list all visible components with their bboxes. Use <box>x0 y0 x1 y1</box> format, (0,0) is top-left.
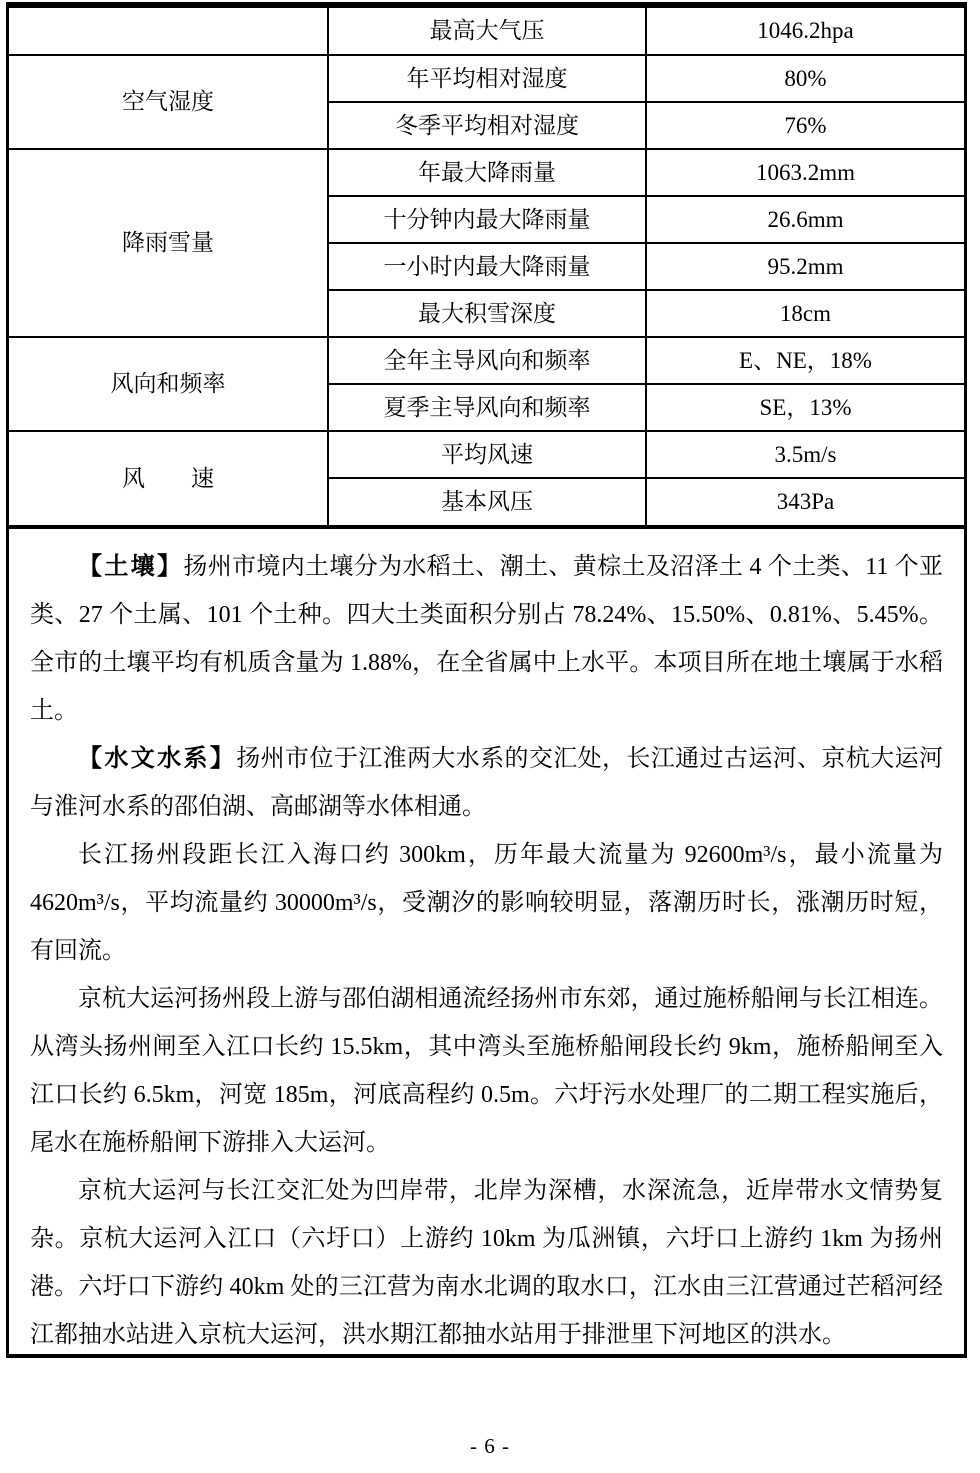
value-cell: E、NE，18% <box>646 337 964 384</box>
param-cell: 夏季主导风向和频率 <box>328 384 646 431</box>
group-label-cell: 风向和频率 <box>9 337 328 431</box>
param-cell: 十分钟内最大降雨量 <box>328 196 646 243</box>
paragraph-yangtze <box>30 831 943 975</box>
param-cell: 基本风压 <box>328 478 646 525</box>
paragraph-text: 长江扬州段距长江入海口约 300km，历年最大流量为 92600m³/s，最小流量为 4620m³/s，平均流量约 30000m³/s，受潮汐的影响较明显，落潮历时长，涨潮历时短，有回流。 <box>30 842 943 964</box>
value-cell: 1046.2hpa <box>646 8 964 55</box>
value-cell: 80% <box>646 55 964 102</box>
param-cell: 最高大气压 <box>328 8 646 55</box>
paragraph-text: 扬州市境内土壤分为水稻土、潮土、黄棕土及沼泽土 4 个土类、11 个亚类、27 个土属、101 个土种。四大土类面积分别占 78.24%、15.50%、0.81%、5.45%。全市的土壤平均有机质含量为 1.88%，在全省属中上水平。本项目所在地土壤属于水稻土。 <box>30 554 943 724</box>
value-cell: 343Pa <box>646 478 964 525</box>
group-label-cell: 降雨雪量 <box>9 149 328 337</box>
param-cell: 一小时内最大降雨量 <box>328 243 646 290</box>
value-cell: 26.6mm <box>646 196 964 243</box>
group-label-cell: 风 速 <box>9 431 328 525</box>
param-cell: 平均风速 <box>328 431 646 478</box>
climate-table <box>9 8 964 525</box>
body-text <box>9 529 964 1359</box>
paragraph-canal <box>30 975 943 1167</box>
paragraph-text: 京杭大运河扬州段上游与邵伯湖相通流经扬州市东郊，通过施桥船闸与长江相连。从湾头扬州闸至入江口长约 15.5km，其中湾头至施桥船闸段长约 9km，施桥船闸至入江口长约 6.5km，河宽 185m，河底高程约 0.5m。六圩污水处理厂的二期工程实施后，尾水在施桥船闸下游排入大运河。 <box>30 986 943 1156</box>
group-label-cell <box>9 8 328 55</box>
param-cell: 全年主导风向和频率 <box>328 337 646 384</box>
paragraph-confluence <box>30 1167 943 1359</box>
table-row <box>9 337 964 384</box>
paragraph-text: 京杭大运河与长江交汇处为凹岸带，北岸为深槽，水深流急，近岸带水文情势复杂。京杭大运河入江口（六圩口）上游约 10km 为瓜洲镇，六圩口上游约 1km 为扬州港。六圩口下游约 40km 处的三江营为南水北调的取水口，江水由三江营通过芒稻河经江都抽水站进入京杭大运河，洪水期江都抽水站用于排泄里下河地区的洪水。 <box>30 1178 943 1348</box>
value-cell: SE，13% <box>646 384 964 431</box>
paragraph-text: 扬州市位于江淮两大水系的交汇处，长江通过古运河、京杭大运河与淮河水系的邵伯湖、高邮湖等水体相通。 <box>30 746 944 820</box>
page-border-frame <box>6 2 967 1358</box>
climate-table-section <box>9 8 964 529</box>
param-cell: 冬季平均相对湿度 <box>328 102 646 149</box>
paragraph-soil <box>30 543 943 735</box>
value-cell: 76% <box>646 102 964 149</box>
value-cell: 95.2mm <box>646 243 964 290</box>
paragraph-hydrology <box>30 735 943 831</box>
param-cell: 年平均相对湿度 <box>328 55 646 102</box>
paragraph-label: 【土壤】 <box>78 554 184 580</box>
group-label-cell: 空气湿度 <box>9 55 328 149</box>
table-row <box>9 149 964 196</box>
value-cell: 3.5m/s <box>646 431 964 478</box>
table-row <box>9 431 964 478</box>
table-row <box>9 55 964 102</box>
paragraph-label: 【水文水系】 <box>78 746 237 772</box>
value-cell: 1063.2mm <box>646 149 964 196</box>
page-number: - 6 - <box>470 1434 510 1458</box>
table-row <box>9 8 964 55</box>
param-cell: 最大积雪深度 <box>328 290 646 337</box>
param-cell: 年最大降雨量 <box>328 149 646 196</box>
value-cell: 18cm <box>646 290 964 337</box>
